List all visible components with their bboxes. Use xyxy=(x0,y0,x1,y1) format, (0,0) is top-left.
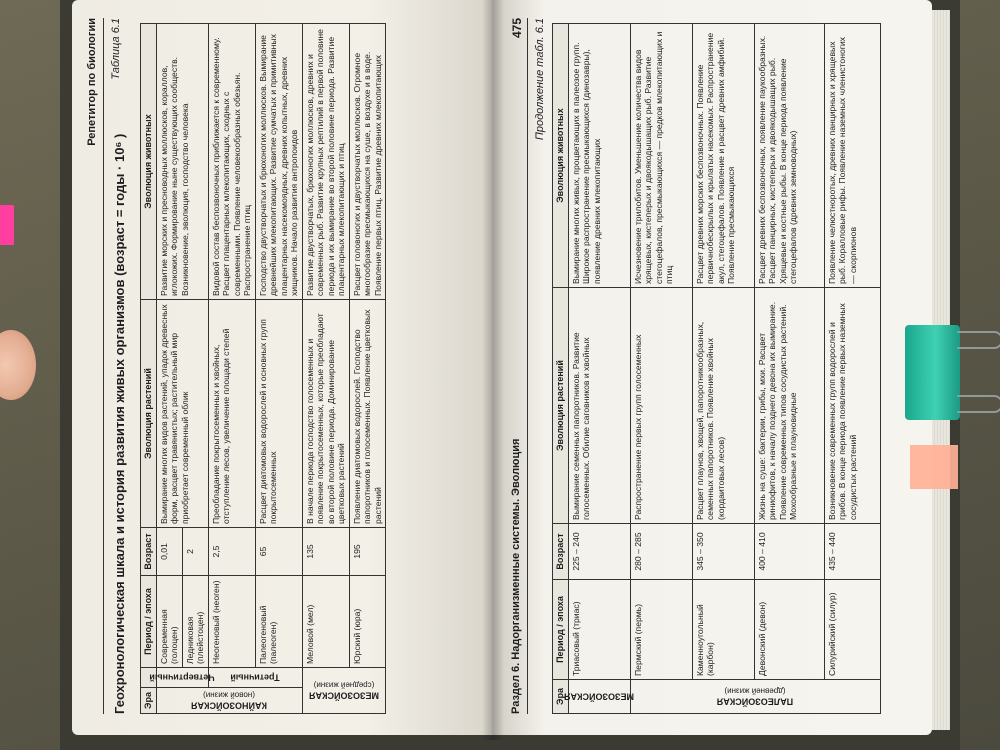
animals-cell: Исчезновение трилобитов. Уменьшение количества видов хрящевых, кистеперых и двоякодышащих рыб. Развитие стегоцефалов, пресмыкающихся — предков млекопитающих и птиц xyxy=(630,24,692,288)
table-row xyxy=(754,24,824,714)
header-plants: Эволюция растений xyxy=(141,300,157,528)
animals-cell: Видовой состав беспозвоночных приближается к современному. Расцвет плацентарных млекопитающих, сходных с современными. Появление человекообразных обезьян. Распространение птиц xyxy=(208,24,255,300)
header-animals: Эволюция животных xyxy=(553,24,569,288)
era-name: КАЙНОЗОЙСКАЯ xyxy=(191,700,268,711)
header-age: Возраст xyxy=(553,524,569,580)
era-cell xyxy=(156,688,302,714)
period-cell: Триасовый (триас) xyxy=(568,580,630,680)
plants-cell: Вымирание семенных папоротников. Развитие голосеменных. Обилие саговников и хвойных xyxy=(568,288,630,524)
animals-cell: Развитие морских и пресноводных моллюсков, кораллов, иглокожих. Формирование ныне существующих сообществ. Возникновение, эволюция, господство человека xyxy=(156,24,208,300)
page-number: 475 xyxy=(510,18,524,39)
subera-cell xyxy=(208,668,302,688)
geochronological-table-continued xyxy=(552,23,881,714)
era-cell xyxy=(564,680,635,714)
book-gutter xyxy=(482,0,504,740)
age-cell: 0,01 xyxy=(156,528,182,576)
geochronological-table xyxy=(140,23,386,714)
era-subtitle: (древней жизни) xyxy=(724,686,787,696)
age-cell: 345 – 350 xyxy=(692,524,754,580)
animals-cell: Расцвет головоногих и двустворчатых моллюсков. Огромное многообразие пресмыкающихся на суше, в воздухе и в воде. Появление первых птиц. Развитие древних млекопитающих xyxy=(349,24,385,300)
header-era: Эра xyxy=(553,680,569,714)
table-row xyxy=(208,24,255,714)
binder-clip-handle xyxy=(957,395,1000,413)
left-page-content xyxy=(80,8,480,728)
age-cell: 2 xyxy=(182,528,208,576)
table-header-row xyxy=(141,24,157,714)
plants-cell: Появление диатомовых водорослей. Господство папоротников и голосеменных. Появление цветковых растений xyxy=(349,300,385,528)
age-cell: 2,5 xyxy=(208,528,255,576)
animals-cell: Господство двустворчатых и брюхоногих моллюсков. Вымирание древнейших млекопитающих. Развитие сумчатых и примитивных плацентарных насекомоядных, древних копытных, древних хищников. Начало развития антропоидов xyxy=(255,24,302,300)
table-row xyxy=(568,24,630,714)
plants-cell: Расцвет плаунов, хвощей, папоротникообразных, семенных папоротников. Появление хвойных (кордаитовых лесов) xyxy=(692,288,754,524)
table-label: Таблица 6.1 xyxy=(110,18,122,80)
header-animals: Эволюция животных xyxy=(141,24,157,300)
header-period: Период / эпоха xyxy=(553,580,569,680)
binder-clip-body xyxy=(905,325,960,420)
running-head-section: Раздел 6. Надорганизменные системы. Эволюция xyxy=(510,438,522,714)
animals-cell: Расцвет древних беспозвоночных, появление паукообразных. Расцвет панцирных, кистеперых и двоякодышащих рыб. Хрящевые и костные рыбы. В конце периода появление стегоцефалов (древних земноводных) xyxy=(754,24,824,288)
table-row xyxy=(824,24,880,714)
plants-cell: В начале периода господство голосеменных и появление покрытосеменных, которые преобладают во второй половине периода. Доминирование цветковых растений xyxy=(302,300,349,528)
continuation-label: Продолжение табл. 6.1 xyxy=(534,18,546,141)
subera-cell xyxy=(149,668,216,688)
right-page-content xyxy=(504,8,924,728)
period-cell: Силурийский (силур) xyxy=(824,580,880,680)
animals-cell: Развитие двустворчатых, брюхоногих моллюсков, древних и современных рыб. Развитие крупных рептилий в первой половине периода и их вымирание во второй половине периода. Развитие плацентарных млекопитающих и птиц xyxy=(302,24,349,300)
subera-name: Четвертичный xyxy=(149,672,216,683)
animals-cell: Появление челюстноротых, древних панцирных и хрящевых рыб. Коралловые рифы. Появление наземных членистоногих — скорпионов xyxy=(824,24,880,288)
table-row xyxy=(255,24,302,714)
age-cell: 65 xyxy=(255,528,302,576)
thumb xyxy=(0,330,36,400)
header-period: Период / эпоха xyxy=(141,576,157,668)
left-page xyxy=(72,0,492,735)
subera-name: Третичный xyxy=(230,672,281,683)
table-row xyxy=(156,24,182,714)
era-name: МЕЗОЗОЙСКАЯ xyxy=(308,690,379,701)
age-cell: 400 – 410 xyxy=(754,524,824,580)
era-subtitle: (средней жизни) xyxy=(313,680,375,690)
era-cell xyxy=(302,668,385,714)
binder-clip[interactable] xyxy=(905,325,960,420)
table-row xyxy=(302,24,349,714)
plants-cell: Вымирание многих видов растений, упадок древесных форм, расцвет травянистых; растительный мир приобретает современный облик xyxy=(156,300,208,528)
era-name: ПАЛЕОЗОЙСКАЯ xyxy=(717,696,794,707)
period-cell: Пермский (пермь) xyxy=(630,580,692,680)
running-head-right xyxy=(510,18,528,714)
era-subtitle: (новой жизни) xyxy=(203,690,256,700)
table-header-row xyxy=(553,24,569,714)
age-cell: 135 xyxy=(302,528,349,576)
period-cell: Меловой (мел) xyxy=(302,576,349,668)
table-row xyxy=(692,24,754,714)
plants-cell: Возникновение современных групп водорослей и грибов. В конце периода появление первых наземных сосудистых растений xyxy=(824,288,880,524)
animals-cell: Вымирание многих живых, процветающих в палеозое групп. Широкое распространение пресмыкающихся (динозавры), появление древних млекопитающих xyxy=(568,24,630,288)
header-plants: Эволюция растений xyxy=(553,288,569,524)
period-cell: Неогеновый (неоген) xyxy=(208,576,255,668)
period-cell: Девонский (девон) xyxy=(754,580,824,680)
peach-sticky-tab[interactable] xyxy=(910,445,958,489)
header-era: Эра xyxy=(141,688,157,714)
age-cell: 195 xyxy=(349,528,385,576)
age-cell: 225 – 240 xyxy=(568,524,630,580)
period-cell: Современная (голоцен) xyxy=(156,576,182,668)
running-head-left xyxy=(86,18,104,714)
right-page xyxy=(492,0,932,735)
table-row xyxy=(630,24,692,714)
plants-cell: Распространение первых групп голосеменных xyxy=(630,288,692,524)
age-cell: 280 – 285 xyxy=(630,524,692,580)
binder-clip-handle xyxy=(957,331,1000,349)
plants-cell: Жизнь на суше: бактерии, грибы, мхи. Расцвет риниофитов, к началу позднего девона их вымирание. Появление современных типов сосудистых растений. Мохообразные и плауновидные xyxy=(754,288,824,524)
pink-sticky-tab[interactable] xyxy=(0,205,14,245)
period-cell: Палеогеновый (палеоген) xyxy=(255,576,302,668)
animals-cell: Расцвет древних морских беспозвоночных. Появление первичнобескрылых и крылатых насекомых. Распространение акул, стегоцефалов. Появление и расцвет древних амфибий. Появление пресмыкающихся xyxy=(692,24,754,288)
age-cell: 435 – 440 xyxy=(824,524,880,580)
header-age: Возраст xyxy=(141,528,157,576)
plants-cell: Преобладание покрытосеменных и хвойных, отступление лесов, увеличение площади степей xyxy=(208,300,255,528)
table-row xyxy=(349,24,385,714)
era-cell xyxy=(630,680,880,714)
table-title: Геохронологическая шкала и история развития живых организмов (возраст = годы · 10⁶ ) xyxy=(112,133,127,714)
era-name: МЕЗОЗОЙСКАЯ xyxy=(564,691,635,702)
running-head-title: Репетитор по биологии xyxy=(86,18,98,146)
period-cell: Ледниковая (плейстоцен) xyxy=(182,576,208,668)
plants-cell: Расцвет диатомовых водорослей и основных групп покрытосеменных xyxy=(255,300,302,528)
period-cell: Юрский (юра) xyxy=(349,576,385,668)
period-cell: Каменноугольный (карбон) xyxy=(692,580,754,680)
